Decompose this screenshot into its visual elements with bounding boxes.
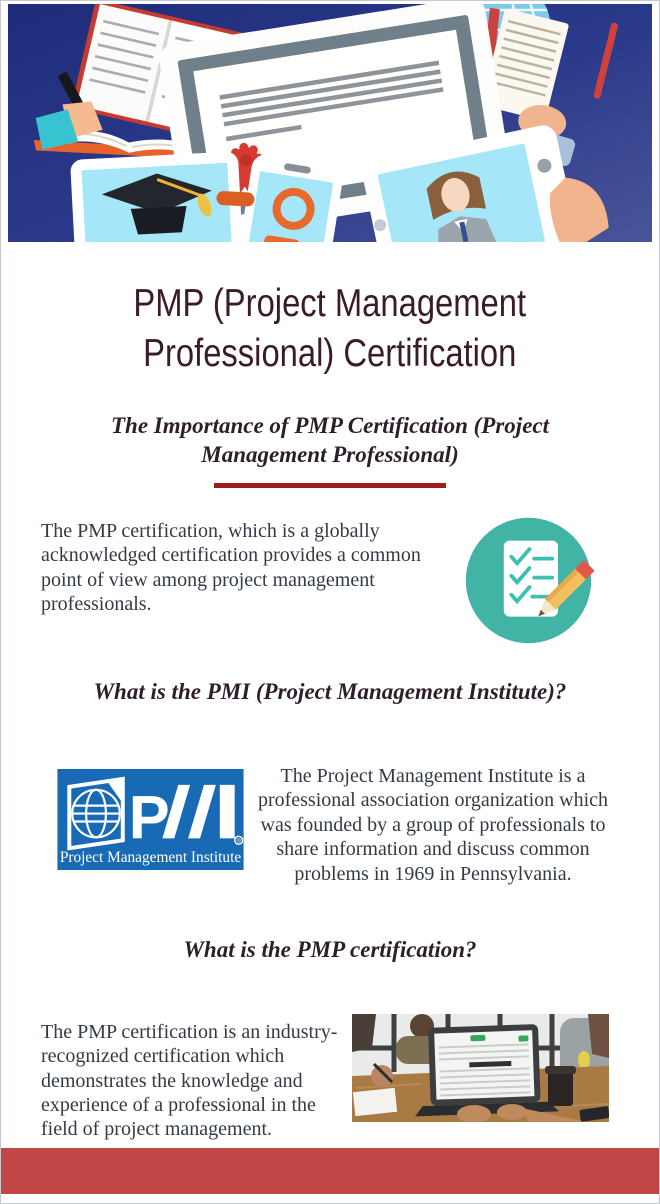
- checklist-pencil-icon: [462, 514, 595, 652]
- importance-heading: The Importance of PMP Certification (Project Management Professional): [110, 413, 549, 467]
- pmi-registered-mark: ®: [236, 838, 241, 845]
- pmi-section: [5, 764, 655, 886]
- pmi-paragraph: The Project Management Institute is a professional association organization which was founded by a group of professionals to share information and discuss common problems in 1969 in Pennsylvania.: [257, 764, 609, 885]
- page-title-line2: Professional) Certification: [143, 331, 517, 375]
- footer-bar: [1, 1148, 659, 1194]
- pmi-heading: What is the PMI (Project Management Institute)?: [93, 678, 567, 704]
- red-divider: [214, 483, 446, 488]
- hero-illustration: [8, 4, 652, 242]
- importance-section: [5, 514, 655, 652]
- pmi-logo: [57, 769, 244, 875]
- pmi-letter-i: [220, 785, 235, 838]
- page-title: [96, 279, 564, 378]
- hand-with-pen-icon: [371, 1065, 393, 1087]
- pmp-heading: What is the PMP certification?: [183, 936, 477, 962]
- pmi-letter-p: P: [128, 783, 170, 853]
- importance-paragraph: The PMP certification, which is a globally acknowledged certification provides a common point of view among project management professionals.: [41, 519, 421, 616]
- coffee-cup-icon: [545, 1066, 576, 1106]
- education-elearning-illustration-icon: [8, 4, 652, 242]
- office-team-laptop-photo: [352, 1014, 609, 1127]
- page-title-line1: PMP (Project Management: [133, 282, 527, 325]
- laptop-icon: [412, 1023, 559, 1116]
- pmp-section: [5, 1012, 655, 1142]
- pmp-paragraph: The PMP certification is an industry-recognized certification which demonstrates the knowledge and experience of a professional in the field of project management.: [41, 1020, 338, 1141]
- pmi-logo-caption: Project Management Institute: [59, 849, 242, 867]
